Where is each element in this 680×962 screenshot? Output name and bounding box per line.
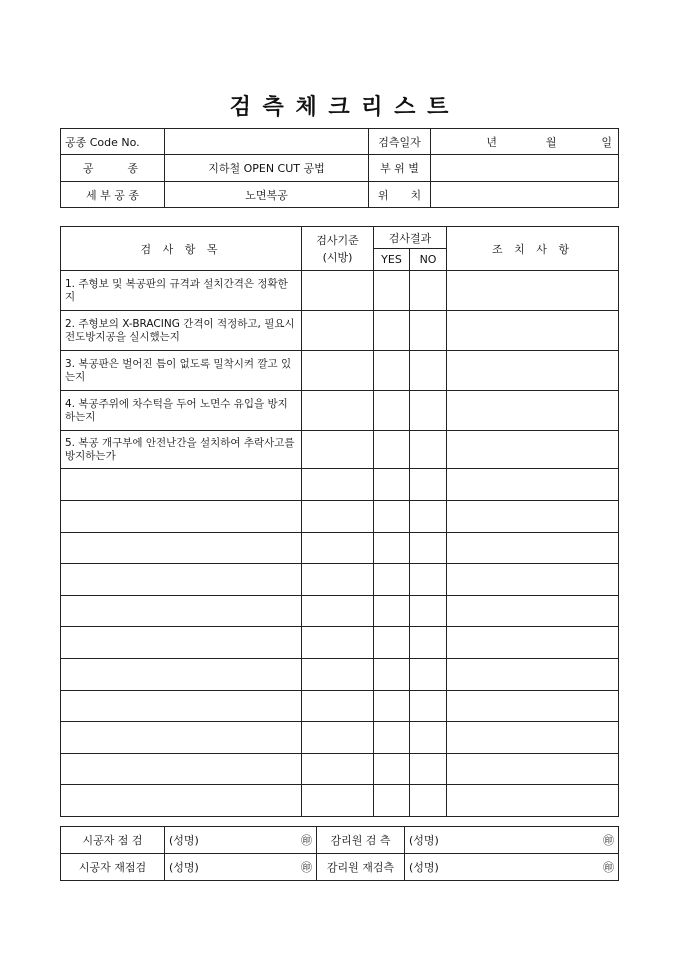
yes-cell[interactable] [374,271,410,311]
yes-cell[interactable] [374,596,410,627]
inspect-date-value[interactable] [431,129,619,155]
action-cell[interactable] [447,564,619,596]
yes-cell[interactable] [374,659,410,691]
no-cell[interactable] [410,754,447,785]
table-row [61,659,619,691]
table-row [61,271,619,311]
col-standard-line2: (시방) [322,250,353,264]
yes-cell[interactable] [374,351,410,391]
part-label: 부 위 별 [369,155,431,182]
yes-cell[interactable] [374,391,410,431]
table-row [61,533,619,564]
item-cell [61,596,302,627]
contractor-recheck-label: 시공자 재점검 [61,854,165,881]
standard-cell[interactable] [302,271,374,311]
item-cell [61,691,302,722]
action-cell[interactable] [447,691,619,722]
code-value[interactable] [165,129,369,155]
yes-cell[interactable] [374,627,410,659]
sub-work-value[interactable]: 노면복공 [165,182,369,208]
col-item-header: 검 사 항 목 [61,227,302,271]
table-row [61,311,619,351]
code-label: 공종 Code No. [61,129,165,155]
standard-cell[interactable] [302,501,374,533]
date-year: 년 [486,135,497,149]
standard-cell[interactable] [302,391,374,431]
supervisor-check-label: 감리원 검 측 [317,827,405,854]
col-standard-line1: 검사기준 [316,233,359,247]
no-cell[interactable] [410,271,447,311]
no-cell[interactable] [410,722,447,754]
supervisor-recheck-sign[interactable] [405,854,619,881]
sign-name-label: (성명) [409,861,439,874]
item-cell [61,501,302,533]
standard-cell[interactable] [302,469,374,501]
date-day: 일 [601,135,612,149]
no-cell[interactable] [410,469,447,501]
action-cell[interactable] [447,785,619,817]
yes-cell[interactable] [374,691,410,722]
yes-cell[interactable] [374,564,410,596]
no-cell[interactable] [410,533,447,564]
standard-cell[interactable] [302,351,374,391]
supervisor-recheck-label: 감리원 재검측 [317,854,405,881]
supervisor-check-sign[interactable] [405,827,619,854]
standard-cell[interactable] [302,311,374,351]
action-cell[interactable] [447,754,619,785]
table-row [61,501,619,533]
table-row [61,391,619,431]
action-cell[interactable] [447,391,619,431]
table-row [61,431,619,469]
seal-icon: ㊞ [301,834,312,847]
inspect-date-label: 검측일자 [369,129,431,155]
seal-icon: ㊞ [603,834,614,847]
action-cell[interactable] [447,311,619,351]
part-value[interactable] [431,155,619,182]
yes-cell[interactable] [374,311,410,351]
no-cell[interactable] [410,659,447,691]
col-yes-header: YES [374,249,410,271]
seal-icon: ㊞ [301,861,312,874]
table-row [61,785,619,817]
no-cell[interactable] [410,596,447,627]
item-cell [61,659,302,691]
header-info-table [60,128,619,208]
contractor-check-sign[interactable] [165,827,317,854]
contractor-recheck-sign[interactable] [165,854,317,881]
item-cell [61,754,302,785]
item-cell: 4. 복공주위에 차수턱을 두어 노면수 유입을 방지하는지 [61,391,302,431]
seal-icon: ㊞ [603,861,614,874]
standard-cell[interactable] [302,627,374,659]
no-cell[interactable] [410,391,447,431]
yes-cell[interactable] [374,754,410,785]
item-cell: 5. 복공 개구부에 안전난간을 설치하여 추락사고를 방지하는가 [61,431,302,469]
no-cell[interactable] [410,501,447,533]
item-cell [61,564,302,596]
action-cell[interactable] [447,596,619,627]
standard-cell[interactable] [302,533,374,564]
col-action-header: 조 치 사 항 [447,227,619,271]
sign-name-label: (성명) [169,834,199,847]
work-type-label: 공 종 [61,155,165,182]
standard-cell[interactable] [302,431,374,469]
table-row [61,722,619,754]
signature-table [60,826,619,881]
standard-cell[interactable] [302,691,374,722]
col-no-header: NO [410,249,447,271]
action-cell[interactable] [447,351,619,391]
standard-cell[interactable] [302,722,374,754]
action-cell[interactable] [447,501,619,533]
yes-cell[interactable] [374,722,410,754]
standard-cell[interactable] [302,754,374,785]
checklist-table [60,226,619,817]
table-row [61,627,619,659]
sub-work-label: 세 부 공 종 [61,182,165,208]
table-row [61,469,619,501]
action-cell[interactable] [447,627,619,659]
yes-cell[interactable] [374,501,410,533]
yes-cell[interactable] [374,533,410,564]
contractor-check-label: 시공자 점 검 [61,827,165,854]
no-cell[interactable] [410,785,447,817]
sign-name-label: (성명) [169,861,199,874]
yes-cell[interactable] [374,469,410,501]
table-row [61,691,619,722]
yes-cell[interactable] [374,431,410,469]
item-cell: 1. 주형보 및 복공판의 규격과 설치간격은 정확한지 [61,271,302,311]
action-cell[interactable] [447,469,619,501]
col-result-header: 검사결과 [374,227,447,249]
table-row [61,351,619,391]
action-cell[interactable] [447,659,619,691]
standard-cell[interactable] [302,785,374,817]
no-cell[interactable] [410,691,447,722]
item-cell [61,722,302,754]
no-cell[interactable] [410,627,447,659]
work-type-value[interactable]: 지하철 OPEN CUT 공법 [165,155,369,182]
item-cell [61,785,302,817]
action-cell[interactable] [447,533,619,564]
sign-name-label: (성명) [409,834,439,847]
no-cell[interactable] [410,431,447,469]
item-cell: 2. 주형보의 X-BRACING 간격이 적정하고, 필요시 전도방지공을 실시했는지 [61,311,302,351]
table-row [61,564,619,596]
date-month: 월 [545,135,557,149]
item-cell [61,627,302,659]
page-title: 검 측 체 크 리 스 트 [229,94,451,120]
action-cell[interactable] [447,722,619,754]
standard-cell[interactable] [302,659,374,691]
no-cell[interactable] [410,351,447,391]
location-value[interactable] [431,182,619,208]
standard-cell[interactable] [302,564,374,596]
yes-cell[interactable] [374,785,410,817]
table-row [61,596,619,627]
location-label: 위 치 [369,182,431,208]
action-cell[interactable] [447,271,619,311]
table-row [61,754,619,785]
no-cell[interactable] [410,564,447,596]
item-cell [61,469,302,501]
item-cell [61,533,302,564]
no-cell[interactable] [410,311,447,351]
item-cell: 3. 복공판은 벌어진 틈이 없도록 밀착시켜 깔고 있는지 [61,351,302,391]
standard-cell[interactable] [302,596,374,627]
action-cell[interactable] [447,431,619,469]
col-standard-header [302,227,374,271]
